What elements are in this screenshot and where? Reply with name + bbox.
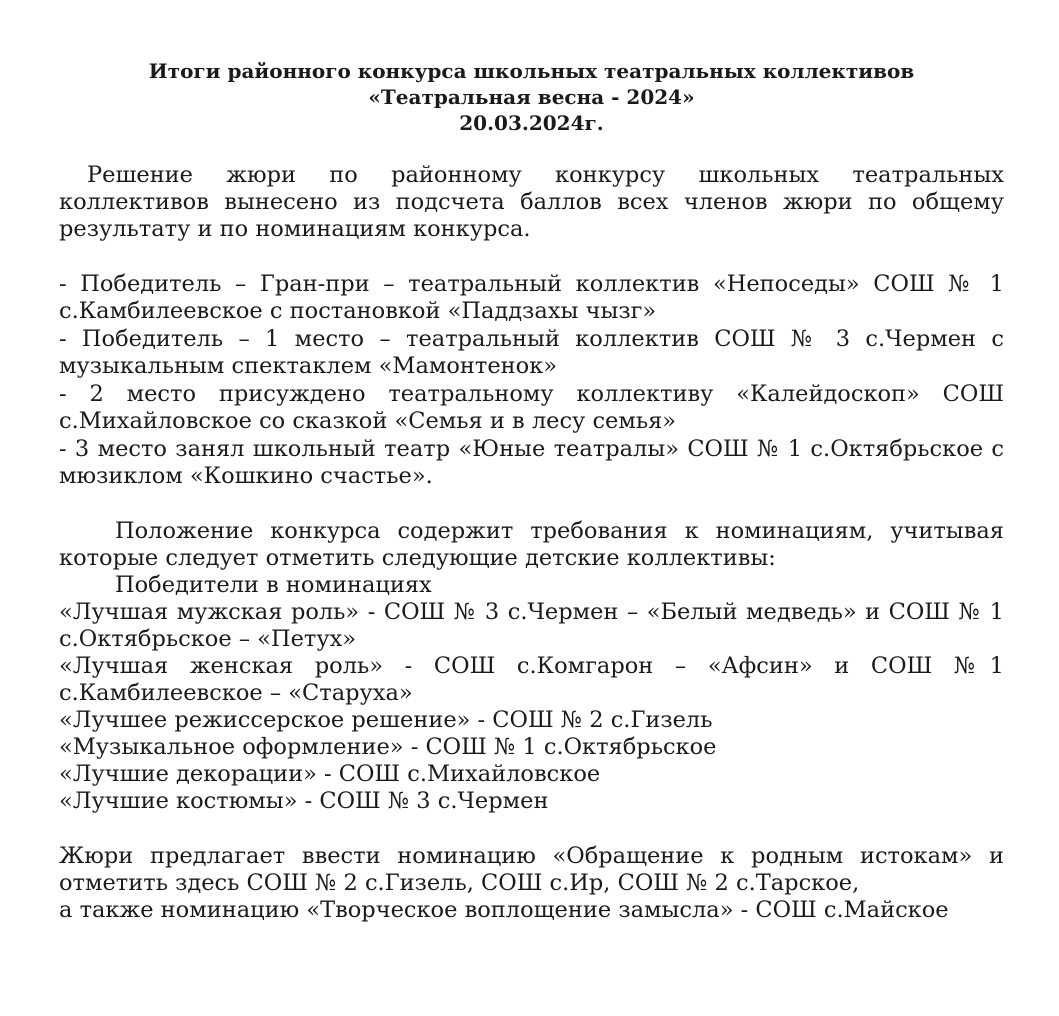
winner-second-place: - 2 место присуждено театральному коллективу «Калейдоскоп» СОШ с.Михайловское со сказкой «Семья и в лесу семья»: [59, 381, 1004, 434]
nomination-music-design: «Музыкальное оформление» - СОШ № 1 с.Октябрьское: [59, 734, 717, 760]
nominations-list: [59, 599, 1004, 815]
nominations-heading: Победители в номинациях: [115, 572, 432, 598]
winner-first-place: - Победитель – 1 место – театральный коллектив СОШ № 3 с.Чермен с музыкальным спектаклем «Мамонтенок»: [59, 326, 1004, 379]
document-title: [59, 58, 1004, 136]
winner-third-place: - 3 место занял школьный театр «Юные театралы» СОШ № 1 с.Октябрьское с мюзиклом «Кошкино счастье».: [59, 436, 1004, 489]
nomination-best-female-role: «Лучшая женская роль» - СОШ с.Комгарон – «Афсин» и СОШ №1 с.Камбилеевское – «Старуха»: [59, 653, 1004, 706]
jury-proposal-line-2: а также номинацию «Творческое воплощение замысла» - СОШ с.Майское: [59, 897, 949, 923]
nomination-best-direction: «Лучшее режиссерское решение» - СОШ № 2 с.Гизель: [59, 707, 713, 733]
winner-grand-prix: - Победитель – Гран-при – театральный коллектив «Непоседы» СОШ № 1 с.Камбилеевское с постановкой «Паддзахы чызг»: [59, 271, 1004, 324]
title-line-2: «Театральная весна - 2024»: [368, 85, 695, 109]
jury-proposal: [59, 843, 1004, 924]
title-date: 20.03.2024г.: [459, 111, 604, 135]
regulation-paragraph: Положение конкурса содержит требования к номинациям, учитывая которые следует отметить следующие детские коллективы:: [59, 518, 1004, 571]
jury-proposal-line-1: Жюри предлагает ввести номинацию «Обращение к родным истокам» и отметить здесь СОШ № 2 с.Гизель, СОШ с.Ир, СОШ № 2 с.Тарское,: [59, 843, 1004, 896]
nomination-best-costumes: «Лучшие костюмы» - СОШ № 3 с.Чермен: [59, 788, 549, 814]
nomination-best-male-role: «Лучшая мужская роль» - СОШ № 3 с.Чермен – «Белый медведь» и СОШ № 1 с.Октябрьское – «Петух»: [59, 599, 1004, 652]
title-line-1: Итоги районного конкурса школьных театральных коллективов: [148, 59, 915, 83]
document-page: [59, 58, 1004, 924]
nomination-best-scenery: «Лучшие декорации» - СОШ с.Михайловское: [59, 761, 601, 787]
intro-paragraph: Решение жюри по районному конкурсу школьных театральных коллективов вынесено из подсчета баллов всех членов жюри по общему результату и по номинациям конкурса.: [59, 162, 1004, 242]
winners-list: [59, 271, 1004, 490]
